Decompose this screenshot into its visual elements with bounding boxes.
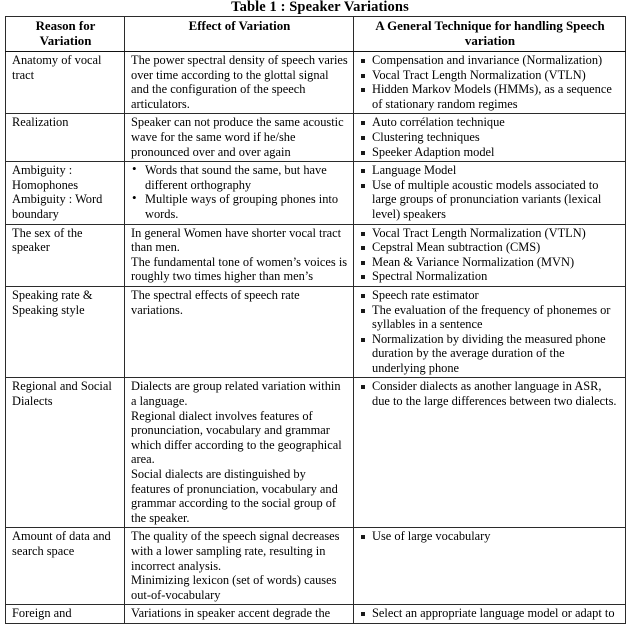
cell-technique: [354, 605, 626, 624]
cell-reason: [6, 528, 125, 605]
effect-paragraph: The power spectral density of speech varies over time according to the glottal signal and the configuration of the speech articulators.: [131, 53, 348, 111]
reason-line: Speaking style: [12, 302, 85, 317]
technique-bullet-item: Use of large vocabulary: [360, 529, 620, 544]
table-row: [6, 114, 626, 162]
cell-effect: [125, 378, 354, 528]
effect-bullet-item: • Words that sound the same, but have different orthography: [131, 163, 348, 192]
header-line: Variation: [39, 34, 92, 48]
cell-technique: [354, 162, 626, 224]
table-row: [6, 286, 626, 378]
column-header-reason: [6, 17, 125, 52]
reason-line: Anatomy of vocal: [12, 53, 102, 67]
technique-bullet-item: Mean & Variance Normalization (MVN): [360, 255, 620, 270]
technique-bullet-item: Speech rate estimator: [360, 288, 620, 303]
cell-reason: [6, 605, 125, 624]
effect-paragraph: Social dialects are distinguished by features of pronunciation, vocabulary and grammar according to the social group of the speaker.: [131, 467, 338, 525]
cell-effect: [125, 52, 354, 114]
effect-paragraph: Speaker can not produce the same acoustic wave for the same word if he/she pronounced over and over again: [131, 115, 344, 159]
table-row: [6, 162, 626, 224]
cell-reason: [6, 286, 125, 378]
reason-lines: [12, 53, 119, 82]
reason-line: Foreign and: [12, 606, 72, 621]
table-row: [6, 378, 626, 528]
reason-lines: [12, 379, 119, 408]
cell-effect: [125, 162, 354, 224]
technique-bullet-item: Clustering techniques: [360, 130, 620, 145]
reason-line: The sex of the: [12, 225, 83, 240]
cell-reason: [6, 224, 125, 286]
header-line: Reason for: [35, 19, 96, 33]
reason-line: Ambiguity :: [12, 163, 73, 178]
reason-line: boundary: [12, 206, 59, 221]
effect-paragraph: The spectral effects of speech rate variations.: [131, 287, 300, 317]
header-line: Effect of Variation: [188, 19, 291, 33]
effect-paragraph: The fundamental tone of women’s voices is roughly two times higher than men’s: [131, 254, 348, 284]
technique-bullet-item: Language Model: [360, 163, 620, 178]
effect-bullet-item: • Multiple ways of grouping phones into words.: [131, 192, 348, 221]
cell-reason: [6, 52, 125, 114]
cell-reason: [6, 162, 125, 224]
effect-paragraph: In general Women have shorter vocal tract than men.: [131, 225, 342, 255]
reason-lines: [12, 529, 119, 558]
cell-effect: [125, 286, 354, 378]
technique-bullet-item: Normalization by dividing the measured phone duration by the average duration of the underlying phone: [360, 332, 620, 376]
reason-lines: [12, 288, 119, 317]
technique-bullet-item: Consider dialects as another language in ASR, due to the large differences between two dialects.: [360, 379, 620, 408]
reason-line: Ambiguity : Word: [12, 192, 103, 207]
reason-line: speaker: [12, 240, 50, 255]
effect-paragraphs: [131, 288, 348, 317]
effect-paragraph: Minimizing lexicon (set of words) causes out-of-vocabulary: [131, 573, 337, 602]
column-header-effect: [125, 17, 354, 52]
technique-bullet-item: Select an appropriate language model or adapt to: [360, 606, 620, 621]
effect-paragraphs: [131, 606, 348, 621]
cell-reason: [6, 114, 125, 162]
technique-bullet-list: [360, 226, 620, 284]
reason-line: Dialects: [12, 394, 53, 409]
technique-bullet-item: Hidden Markov Models (HMMs), as a sequence of stationary random regimes: [360, 82, 620, 111]
reason-line: tract: [12, 67, 35, 82]
cell-technique: [354, 224, 626, 286]
effect-paragraph: Variations in speaker accent degrade the: [131, 606, 331, 621]
effect-paragraph: Dialects are group related variation within a language.: [131, 379, 341, 409]
reason-line: search space: [12, 544, 75, 558]
cell-effect: [125, 605, 354, 624]
technique-bullet-list: [360, 606, 620, 621]
header-line: A General Technique for handling Speech: [375, 19, 605, 33]
technique-bullet-item: Vocal Tract Length Normalization (VTLN): [360, 68, 620, 83]
effect-paragraph: Regional dialect involves features of pronunciation, vocabulary and grammar which differ according to the geographical area.: [131, 408, 342, 467]
cell-technique: [354, 52, 626, 114]
technique-bullet-item: Compensation and invariance (Normalization): [360, 53, 620, 68]
effect-paragraphs: [131, 226, 348, 284]
cell-effect: [125, 224, 354, 286]
reason-lines: [12, 606, 119, 621]
technique-bullet-item: Vocal Tract Length Normalization (VTLN): [360, 226, 620, 241]
cell-technique: [354, 528, 626, 605]
effect-paragraphs: [131, 53, 348, 111]
cell-reason: [6, 378, 125, 528]
header-row: [6, 17, 626, 52]
column-header-technique: [354, 17, 626, 52]
reason-line: Regional and Social: [12, 379, 112, 394]
reason-lines: [12, 163, 119, 221]
table-header: [6, 17, 626, 52]
cell-technique: [354, 114, 626, 162]
cell-technique: [354, 378, 626, 528]
reason-line: Homophones: [12, 177, 79, 192]
technique-bullet-list: [360, 529, 620, 544]
table-row: [6, 528, 626, 605]
reason-line: Realization: [12, 115, 69, 130]
technique-bullet-list: [360, 53, 620, 111]
technique-bullet-item: Auto corrélation technique: [360, 115, 620, 130]
cell-effect: [125, 114, 354, 162]
cell-technique: [354, 286, 626, 378]
technique-bullet-list: [360, 115, 620, 159]
effect-paragraphs: [131, 115, 348, 159]
cell-effect: [125, 528, 354, 605]
table-row: [6, 224, 626, 286]
technique-bullet-item: Speeker Adaption model: [360, 145, 620, 160]
reason-lines: [12, 115, 119, 130]
effect-bullet-list: [131, 163, 348, 221]
technique-bullet-list: [360, 379, 620, 408]
technique-bullet-list: [360, 288, 620, 376]
reason-line: Speaking rate &: [12, 287, 93, 302]
effect-paragraph: The quality of the speech signal decreases with a lower sampling rate, resulting in incorrect analysis.: [131, 529, 340, 573]
reason-line: Amount of data and: [12, 529, 111, 544]
speaker-variations-table: [5, 16, 626, 624]
effect-paragraphs: [131, 379, 348, 525]
technique-bullet-item: Use of multiple acoustic models associated to large groups of pronunciation variants (lexical level) speakers: [360, 178, 620, 222]
technique-bullet-item: Cepstral Mean subtraction (CMS): [360, 240, 620, 255]
table-row: [6, 605, 626, 624]
header-line: variation: [464, 34, 516, 48]
table-row: [6, 52, 626, 114]
effect-paragraphs: [131, 529, 348, 602]
page-title: Table 1 : Speaker Variations: [231, 0, 409, 15]
table-body: [6, 52, 626, 624]
technique-bullet-list: [360, 163, 620, 221]
technique-bullet-item: Spectral Normalization: [360, 269, 620, 284]
reason-lines: [12, 226, 119, 255]
technique-bullet-item: The evaluation of the frequency of phonemes or syllables in a sentence: [360, 303, 620, 332]
